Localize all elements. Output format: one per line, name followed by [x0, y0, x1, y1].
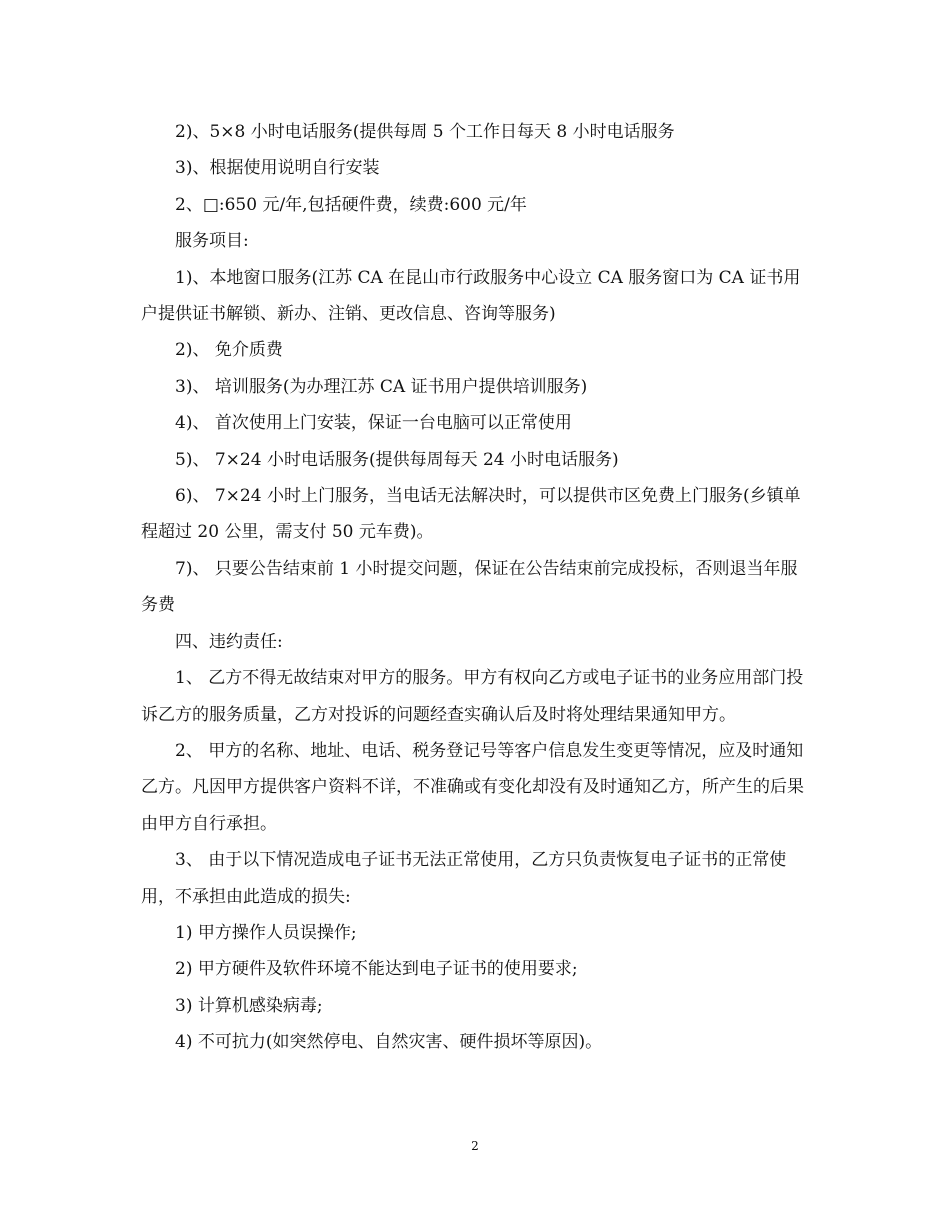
paragraph-liability-1: 1、 乙方不得无故结束对甲方的服务。甲方有权向乙方或电子证书的业务应用部门投诉乙方的服务质量，乙方对投诉的问题经查实确认后及时将处理结果通知甲方。 [141, 668, 804, 725]
paragraph-case-environment: 2) 甲方硬件及软件环境不能达到电子证书的使用要求; [175, 959, 578, 980]
paragraph-first-install: 4)、 首次使用上门安装，保证一台电脑可以正常使用 [175, 413, 572, 434]
paragraph-training-service: 3)、 培训服务(为办理江苏 CA 证书用户提供培训服务) [175, 376, 588, 397]
paragraph-service-items-heading: 服务项目: [175, 231, 249, 252]
paragraph-price: 2、□:650 元/年,包括硬件费，续费:600 元/年 [175, 194, 527, 215]
paragraph-case-misoperation: 1) 甲方操作人员误操作; [175, 922, 357, 943]
paragraph-liability-3: 3、 由于以下情况造成电子证书无法正常使用，乙方只负责恢复电子证书的正常使用，不承担由此造成的损失: [141, 850, 787, 907]
paragraph-phone-service-7x24: 5)、 7×24 小时电话服务(提供每周每天 24 小时电话服务) [175, 449, 619, 470]
document-body [141, 114, 811, 1061]
paragraph-case-force-majeure: 4) 不可抗力(如突然停电、自然灾害、硬件损坏等原因)。 [175, 1032, 603, 1053]
paragraph-liability-2: 2、 甲方的名称、地址、电话、税务登记号等客户信息发生变更等情况，应及时通知乙方。凡因甲方提供客户资料不详，不准确或有变化却没有及时通知乙方，所产生的后果由甲方自行承担。 [141, 740, 804, 834]
paragraph-onsite-service-7x24: 6)、 7×24 小时上门服务，当电话无法解决时，可以提供市区免费上门服务(乡镇单程超过 20 公里，需支付 50 元车费)。 [141, 486, 801, 543]
paragraph-bid-guarantee: 7)、 只要公告结束前 1 小时提交问题，保证在公告结束前完成投标，否则退当年服务费 [141, 558, 798, 616]
paragraph-free-media: 2)、 免介质费 [175, 340, 283, 361]
paragraph-phone-service-5x8: 2)、5×8 小时电话服务(提供每周 5 个工作日每天 8 小时电话服务 [175, 122, 675, 142]
page-number: 2 [471, 1139, 479, 1153]
paragraph-self-install: 3)、根据使用说明自行安装 [175, 158, 380, 179]
paragraph-liability-heading: 四、违约责任: [175, 631, 283, 652]
paragraph-local-window-service: 1)、本地窗口服务(江苏 CA 在昆山市行政服务中心设立 CA 服务窗口为 CA 证书用户提供证书解锁、新办、注销、更改信息、咨询等服务) [141, 267, 801, 325]
paragraph-case-virus: 3) 计算机感染病毒; [175, 995, 323, 1016]
